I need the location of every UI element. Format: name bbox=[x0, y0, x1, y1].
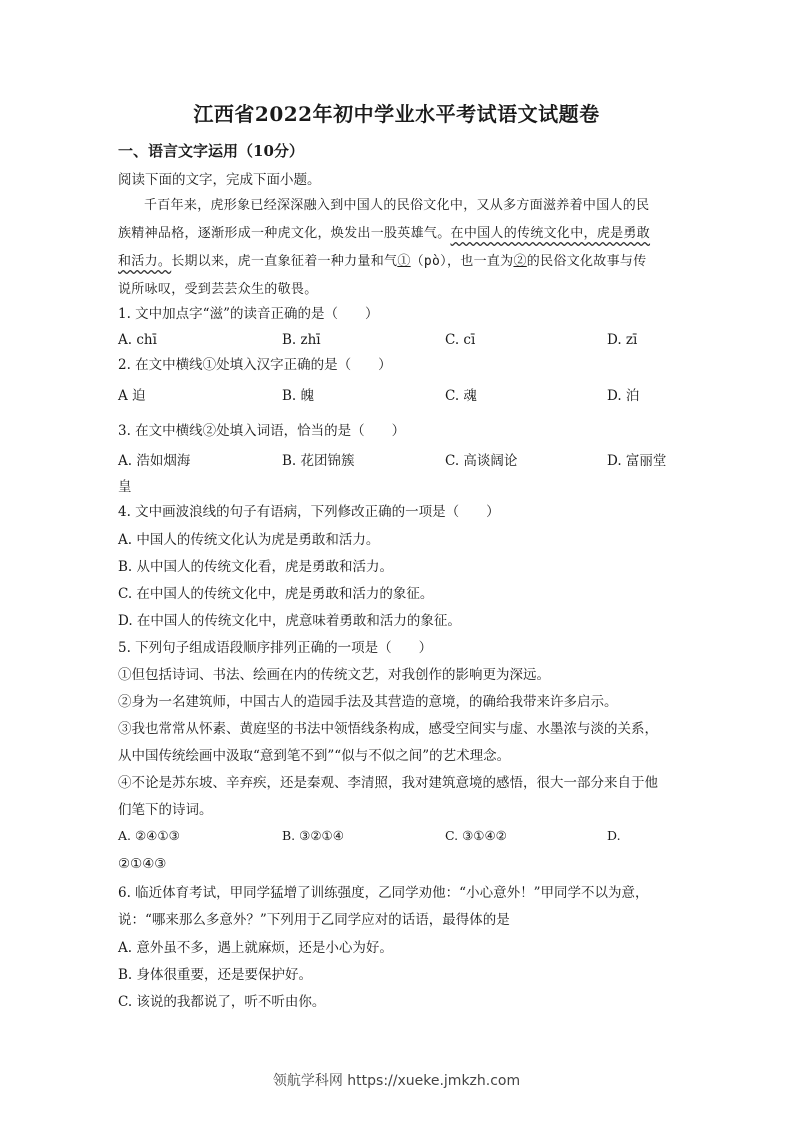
q5-option-d-continued: ②①④③ bbox=[118, 856, 167, 872]
passage-line-3 bbox=[118, 248, 676, 276]
q6-option-a[interactable]: A. 意外虽不多，遇上就麻烦，还是小心为好。 bbox=[118, 940, 393, 956]
q4-option-a[interactable]: A. 中国人的传统文化认为虎是勇敢和活力。 bbox=[118, 532, 380, 548]
q1-option-c[interactable]: C. cī bbox=[445, 332, 476, 348]
q3-option-b[interactable]: B. 花团锦簇 bbox=[282, 453, 355, 469]
q5-sentence-1: ①但包括诗词、书法、绘画在内的传统文艺，对我创作的影响更为深远。 bbox=[118, 667, 550, 683]
q5-sentence-4-continued: 们笔下的诗词。 bbox=[118, 802, 213, 818]
blank-2: ② bbox=[513, 254, 527, 269]
q5-sentence-4: ④不论是苏东坡、辛弃疾，还是秦观、李清照，我对建筑意境的感悟，很大一部分来自于他 bbox=[118, 775, 658, 791]
page-title: 江西省2022年初中学业水平考试语文试题卷 bbox=[193, 102, 600, 126]
passage-line-4: 说所咏叹，受到芸芸众生的敬畏。 bbox=[118, 282, 318, 297]
q3-option-a[interactable]: A. 浩如烟海 bbox=[118, 453, 191, 469]
passage-line-2 bbox=[118, 220, 676, 248]
q6-option-b[interactable]: B. 身体很重要，还是要保护好。 bbox=[118, 967, 313, 983]
q3-option-d-continued: 皇 bbox=[118, 479, 132, 495]
q1-option-d[interactable]: D. zī bbox=[607, 332, 638, 348]
q4-option-b[interactable]: B. 从中国人的传统文化看，虎是勇敢和活力。 bbox=[118, 559, 394, 575]
q5-sentence-2: ②身为一名建筑师，中国古人的造园手法及其营造的意境，的确给我带来许多启示。 bbox=[118, 694, 618, 710]
q4-option-d[interactable]: D. 在中国人的传统文化中，虎意味着勇敢和活力的象征。 bbox=[118, 613, 461, 629]
question-1-stem: 1. 文中加点字“滋”的读音正确的是（ ） bbox=[118, 306, 379, 322]
blank-1: ① bbox=[397, 254, 411, 269]
passage-line-1: 千百年来，虎形象已经深深融入到中国人的民俗文化中，又从多方面滋养着中国人的民 bbox=[144, 198, 650, 213]
wavy-underlined-sentence: 在中国人的传统文化中，虎是勇敢 bbox=[450, 226, 651, 241]
q5-option-a[interactable]: A. ②④①③ bbox=[118, 828, 180, 843]
q6-option-c[interactable]: C. 该说的我都说了，听不听由你。 bbox=[118, 994, 326, 1010]
q2-option-a[interactable]: A 迫 bbox=[118, 388, 146, 404]
question-6-stem-continued: 说：“哪来那么多意外？”下列用于乙同学应对的话语，最得体的是 bbox=[118, 912, 510, 928]
q4-option-c[interactable]: C. 在中国人的传统文化中，虎是勇敢和活力的象征。 bbox=[118, 586, 434, 602]
q1-option-a[interactable]: A. chī bbox=[118, 332, 157, 348]
passage-text: （pò），也一直为 bbox=[410, 254, 514, 269]
q5-sentence-3-continued: 从中国传统绘画中汲取“意到笔不到”“似与不似之间”的艺术理念。 bbox=[118, 748, 511, 764]
question-4-stem: 4. 文中画波浪线的句子有语病，下列修改正确的一项是（ ） bbox=[118, 504, 500, 520]
q2-option-c[interactable]: C. 魂 bbox=[445, 388, 477, 404]
passage-text: 族精神品格，逐渐形成一种虎文化，焕发出一股英雄气。 bbox=[118, 226, 451, 241]
section-heading: 一、语言文字运用（10分） bbox=[118, 142, 304, 160]
question-6-stem: 6. 临近体育考试，甲同学猛增了训练强度，乙同学劝他：“小心意外！”甲同学不以为意， bbox=[118, 885, 649, 901]
question-5-stem: 5. 下列句子组成语段顺序排列正确的一项是（ ） bbox=[118, 640, 433, 656]
question-2-stem: 2. 在文中横线①处填入汉字正确的是（ ） bbox=[118, 357, 392, 373]
passage-text: 的民俗文化故事与传 bbox=[526, 254, 647, 269]
q5-option-b[interactable]: B. ③②①④ bbox=[282, 828, 344, 843]
passage-text: 长期以来，虎一直象征着一种力量和气 bbox=[171, 254, 398, 269]
reading-passage bbox=[118, 192, 676, 304]
q5-option-d[interactable]: D. bbox=[607, 828, 621, 843]
question-3-stem: 3. 在文中横线②处填入词语，恰当的是（ ） bbox=[118, 423, 406, 439]
wavy-underlined-sentence-end: 和活力。 bbox=[118, 254, 172, 269]
reading-intro: 阅读下面的文字，完成下面小题。 bbox=[118, 172, 321, 188]
q2-option-b[interactable]: B. 魄 bbox=[282, 388, 315, 404]
q1-option-b[interactable]: B. zhī bbox=[282, 332, 321, 348]
q2-option-d[interactable]: D. 泊 bbox=[607, 388, 640, 404]
footer-watermark[interactable]: 领航学科网 https://xueke.jmkzh.com bbox=[272, 1073, 521, 1089]
q3-option-d[interactable]: D. 富丽堂 bbox=[607, 453, 667, 469]
q3-option-c[interactable]: C. 高谈阔论 bbox=[445, 453, 518, 469]
q5-sentence-3: ③我也常常从怀素、黄庭坚的书法中领悟线条构成，感受空间实与虚、水墨浓与淡的关系， bbox=[118, 721, 658, 737]
q5-option-c[interactable]: C. ③①④② bbox=[445, 828, 507, 843]
